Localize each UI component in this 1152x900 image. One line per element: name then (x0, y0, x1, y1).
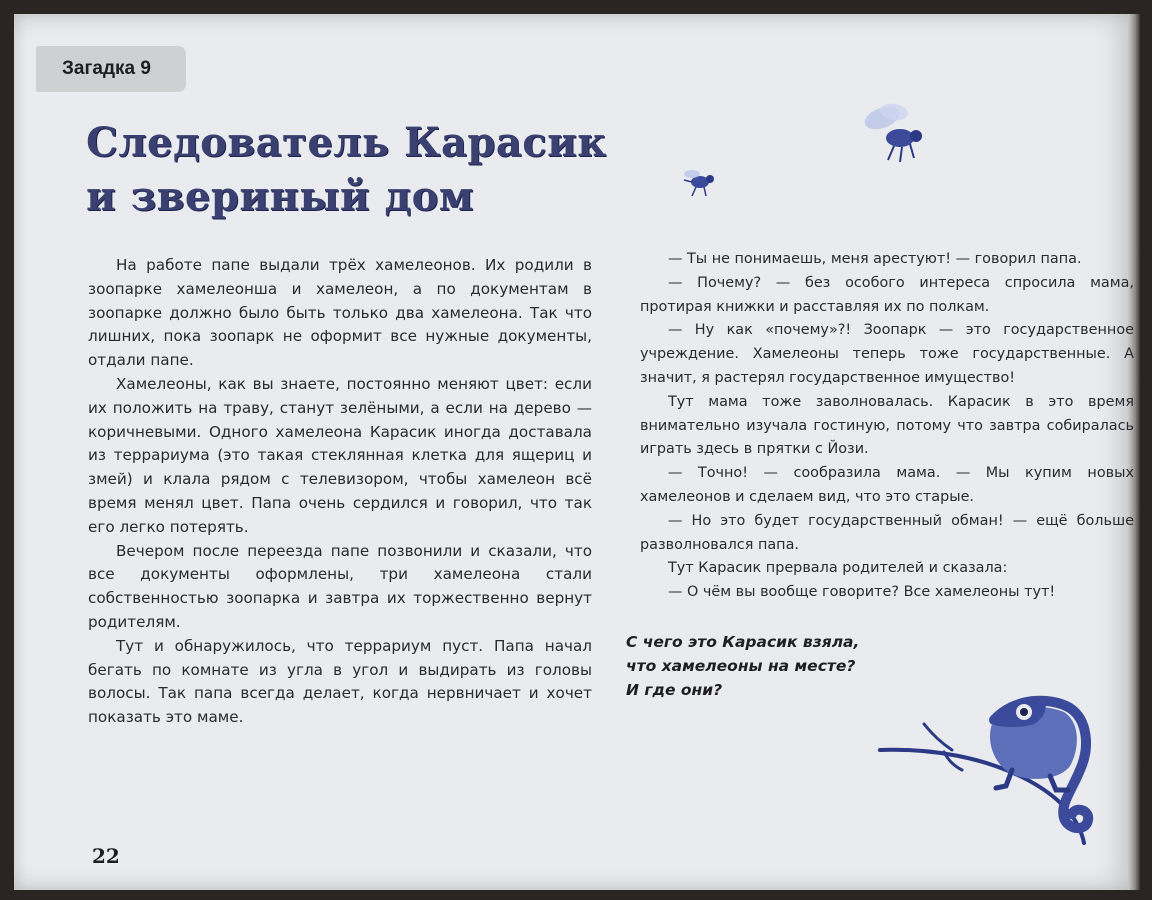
paragraph: Вечером после переезда папе позвонили и сказали, что все документы оформлены, три хамелеона стали собственностью зоопарка и завтра их торжественно вернут родителям. (88, 541, 592, 631)
paragraph: — О чём вы вообще говорите? Все хамелеоны тут! (668, 584, 1056, 601)
chapter-title-line: Следователь Карасик (86, 119, 607, 166)
fly-icon (678, 162, 722, 202)
paragraph: Тут и обнаружилось, что террариум пуст. Папа начал бегать по комнате из угла в угол и выдирать из головы волосы. Так папа всегда делает, когда нервничает и хочет показать это маме. (88, 636, 592, 727)
riddle-question-line: С чего это Карасик взяла, (626, 633, 860, 651)
book-page (14, 14, 1140, 890)
chapter-title-line: и звериный дом (86, 173, 475, 220)
paragraph: На работе папе выдали трёх хамелеонов. Их родили в зоопарке хамелеонша и хамелеон, а по документам в зоопарке должно было быть только два хамелеона. Так что лишних, пока зоопарк не оформит все нужные документы, отдали папе. (88, 256, 592, 370)
chapter-title (86, 116, 646, 224)
puzzle-label: Загадка 9 (36, 46, 186, 92)
riddle-question-line: что хамелеоны на месте? (626, 657, 856, 675)
paragraph: — Точно! — сообразила мама. — Мы купим новых хамелеонов и сделаем вид, что это старые. (640, 465, 1134, 505)
page-number: 22 (92, 844, 120, 868)
fly-icon (854, 98, 934, 168)
paragraph: — Но это будет государственный обман! — ещё больше разволновался папа. (640, 512, 1134, 553)
paragraph: Хамелеоны, как вы знаете, постоянно меняют цвет: если их положить на траву, станут зелёными, а если на дерево — коричневыми. Одного хамелеона Карасик иногда доставала из террариума (это такая стеклянная клетка для ящериц и змей) и клала рядом с телевизором, чтобы хамелеон всё время менял цвет. Папа очень сердился и говорил, что так его легко потерять. (88, 374, 592, 536)
paragraph: Тут мама тоже заволновалась. Карасик в это время внимательно изучала гостиную, потому что завтра собиралась играть здесь в прятки с Йози. (640, 393, 1134, 458)
paragraph: — Почему? — без особого интереса спросила мама, протирая книжки и расставляя их по полкам. (640, 274, 1134, 315)
chameleon-illustration (874, 678, 1124, 858)
story-right-column (640, 248, 1134, 605)
paragraph: — Ты не понимаешь, меня арестуют! — говорил папа. (668, 251, 1082, 267)
paragraph: Тут Карасик прервала родителей и сказала: (668, 560, 1008, 577)
story-left-column (88, 254, 592, 730)
riddle-question-line: И где они? (626, 681, 723, 699)
paragraph: — Ну как «почему»?! Зоопарк — это государственное учреждение. Хамелеоны теперь тоже государственные. А значит, я растерял государственное имущество! (640, 322, 1134, 386)
